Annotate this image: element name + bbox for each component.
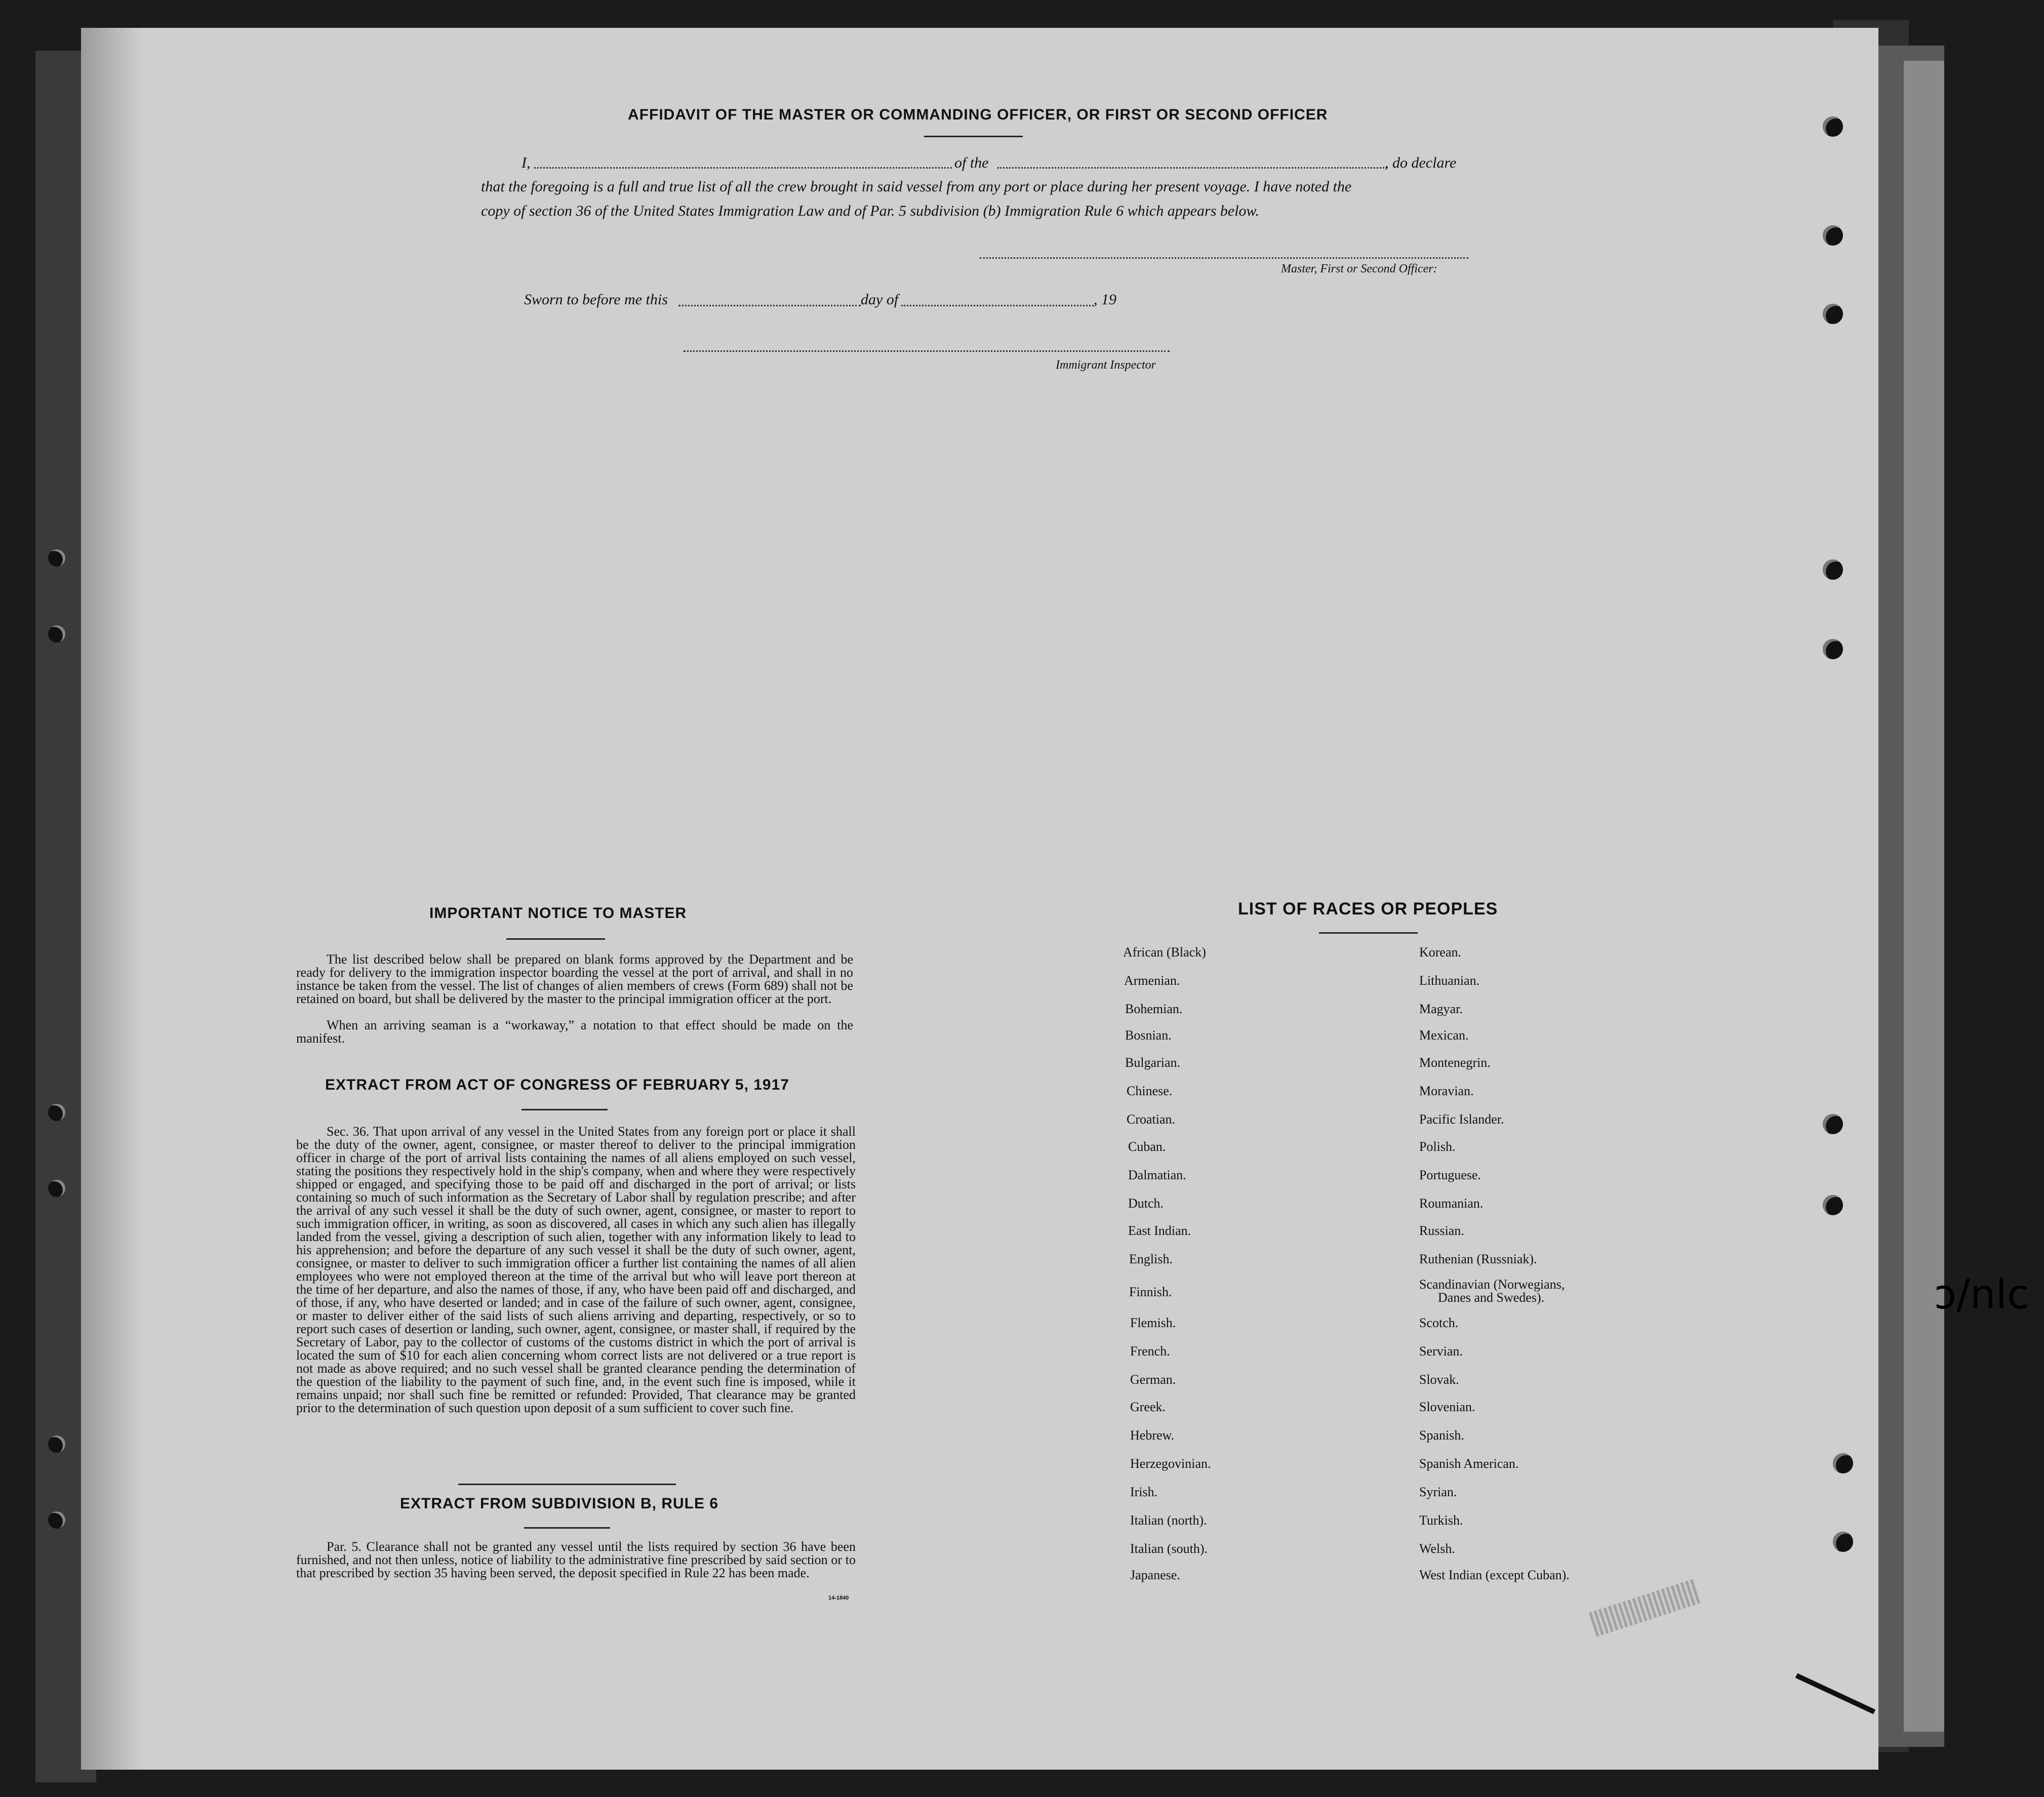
sworn-day-field[interactable] [678, 305, 861, 306]
race-item: East Indian. [1128, 1223, 1191, 1238]
race-item: Hebrew. [1130, 1428, 1175, 1443]
affidavit-i-label: I, [522, 154, 531, 171]
punch-hole-icon [48, 625, 65, 643]
race-item: Cuban. [1128, 1139, 1166, 1154]
race-item: Dutch. [1128, 1196, 1164, 1211]
race-item: Turkish. [1419, 1513, 1463, 1528]
race-item: Russian. [1419, 1223, 1464, 1238]
affidavit-declare-label: , do declare [1385, 154, 1457, 171]
punch-hole-icon [1833, 1532, 1853, 1552]
race-item: Armenian. [1124, 973, 1180, 988]
race-item: Magyar. [1419, 1002, 1463, 1016]
back-sheet [1904, 61, 1944, 1732]
race-item: Syrian. [1419, 1485, 1457, 1499]
master-signature-caption: Master, First or Second Officer: [1281, 262, 1437, 275]
punch-hole-icon [48, 1180, 65, 1197]
handwritten-margin-note: ɔ/nlc [1934, 1271, 2029, 1318]
race-item: Croatian. [1127, 1112, 1176, 1127]
manifest-page [81, 28, 1878, 1770]
race-item: Herzegovinian. [1130, 1456, 1211, 1471]
race-item: Bohemian. [1125, 1002, 1183, 1016]
race-item: Spanish American. [1419, 1456, 1519, 1471]
race-item: Scandinavian (Norwegians, [1419, 1277, 1565, 1292]
punch-hole-icon [48, 549, 65, 567]
race-item: Bulgarian. [1125, 1055, 1181, 1070]
inspector-caption: Immigrant Inspector [1056, 358, 1156, 372]
race-item: Montenegrin. [1419, 1055, 1491, 1070]
master-name-field[interactable] [534, 167, 952, 169]
race-item: Ruthenian (Russniak). [1419, 1252, 1537, 1266]
year-label: , 19 [1094, 291, 1116, 308]
punch-hole-icon [48, 1511, 65, 1529]
rule-extract-text: Par. 5. Clearance shall not be granted any vessel until the lists required by section 36 have been furnished, and not then unless, notice of liability to the administrative fine prescribed by said section or to that prescribed by section 35 having been served, the deposit specified in Rule 22 has been made. [296, 1539, 856, 1580]
punch-hole-icon [48, 1435, 65, 1453]
rule-extract-title: EXTRACT FROM SUBDIVISION B, RULE 6 [400, 1495, 719, 1512]
race-item: Spanish. [1419, 1428, 1464, 1443]
race-item: Flemish. [1130, 1315, 1176, 1330]
race-item: Scotch. [1419, 1315, 1459, 1330]
affidavit-line-3: copy of section 36 of the United States Immigration Law and of Par. 5 subdivision (b) Immigration Rule 6 which appears below. [481, 203, 1259, 219]
affidavit-line-2: that the foregoing is a full and true list of all the crew brought in said vessel from any port or place during her present voyage. I have noted the [481, 178, 1352, 195]
day-of-label: day of [861, 291, 899, 308]
notice-paragraph-1: The list described below shall be prepared on blank forms approved by the Department and be ready for delivery to the immigration inspector boarding the vessel at the port of arrival, and shall in no instance be taken from the vessel. The list of changes of alien members of crews (Form 689) shall not be retained on board, but shall be delivered by the master to the principal immigration officer at the port. [296, 952, 853, 1006]
vessel-name-field[interactable] [997, 167, 1387, 169]
race-item: Welsh. [1419, 1541, 1455, 1556]
punch-hole-icon [1823, 225, 1843, 246]
punch-hole-icon [1823, 304, 1843, 324]
punch-hole-icon [1833, 1453, 1853, 1473]
race-item: Slovenian. [1419, 1400, 1475, 1414]
race-item: Lithuanian. [1419, 973, 1480, 988]
affidavit-of-the-label: of the [954, 154, 989, 171]
race-item: Dalmatian. [1128, 1168, 1186, 1182]
master-signature-field[interactable] [980, 257, 1468, 259]
form-number: 14-1840 [828, 1595, 849, 1601]
races-title: LIST OF RACES OR PEOPLES [1238, 899, 1498, 919]
punch-hole-icon [1823, 639, 1843, 659]
sworn-month-field[interactable] [901, 305, 1094, 306]
race-item: Polish. [1419, 1139, 1456, 1154]
notice-paragraph-2: When an arriving seaman is a “workaway,” a notation to that effect should be made on the manifest. [296, 1018, 853, 1046]
race-item: Moravian. [1419, 1084, 1474, 1098]
race-item: West Indian (except Cuban). [1419, 1568, 1570, 1582]
sworn-label: Sworn to before me this [524, 291, 668, 308]
race-item: Korean. [1419, 945, 1462, 960]
race-item: Roumanian. [1419, 1196, 1484, 1211]
punch-hole-icon [1823, 116, 1843, 137]
race-item: Italian (south). [1130, 1541, 1208, 1556]
race-item: Italian (north). [1130, 1513, 1207, 1528]
race-item: African (Black) [1123, 945, 1206, 960]
affidavit-title: AFFIDAVIT OF THE MASTER OR COMMANDING OFFICER, OR FIRST OR SECOND OFFICER [628, 106, 1328, 123]
race-item: Irish. [1130, 1485, 1158, 1499]
act-extract-text: Sec. 36. That upon arrival of any vessel in the United States from any foreign port or place it shall be the duty of the owner, agent, consignee, or master thereof to deliver to the principal immigration officer in charge of the port of arrival lists containing the names of all aliens employed on such vessel, stating the positions they respectively hold in the ship's company, when and where they were respectively shipped or engaged, and specifying those to be paid off and discharged in the port of arrival; or lists containing so much of such information as the Secretary of Labor shall by regulation prescribe; and after the arrival of any such vessel it shall be the duty of such owner, agent, consignee, or master to report to such immigration officer, in writing, as soon as discovered, all cases in which any such alien has illegally landed from the vessel, giving a description of such alien, together with any information likely to lead to his apprehension; and before the departure of any such vessel it shall be the duty of such owner, agent, consignee, or master to deliver to such immigration officer a further list containing the names of all alien employees who were not employed thereon at the time of the arrival but who will leave port thereon at the time of her departure, and also the names of those, if any, who have been paid off and discharged, and of those, if any, who have deserted or landed; and in case of the failure of such owner, agent, consignee, or master to deliver either of the said lists of such aliens arriving and departing, respectively, or so to report such cases of desertion or landing, such owner, agent, consignee, or master shall, if required by the Secretary of Labor, pay to the collector of customs of the customs district in which the port of arrival is located the sum of $10 for each alien concerning whom correct lists are not delivered or a true report is not made as above required; and no such vessel shall be granted clearance pending the determination of the question of the liability to the payment of such fine, and, in the event such fine is imposed, while it remains unpaid; nor shall such fine be remitted or refunded: Provided, That clearance may be granted prior to the determination of such question upon deposit of a sum sufficient to cover such fine. [296, 1124, 856, 1415]
race-item: Pacific Islander. [1419, 1112, 1504, 1127]
race-item: Slovak. [1419, 1372, 1459, 1387]
race-item-continued: Danes and Swedes). [1438, 1290, 1545, 1305]
punch-hole-icon [1823, 1114, 1843, 1134]
race-item: Servian. [1419, 1344, 1463, 1359]
inspector-signature-field[interactable] [684, 350, 1170, 352]
punch-hole-icon [1823, 560, 1843, 580]
race-item: Chinese. [1127, 1084, 1173, 1098]
punch-hole-icon [1823, 1195, 1843, 1215]
race-item: Greek. [1130, 1400, 1166, 1414]
race-item: Portuguese. [1419, 1168, 1481, 1182]
race-item: French. [1130, 1344, 1170, 1359]
race-item: English. [1129, 1252, 1173, 1266]
race-item: German. [1130, 1372, 1176, 1387]
race-item: Bosnian. [1125, 1028, 1172, 1043]
notice-title: IMPORTANT NOTICE TO MASTER [429, 905, 687, 922]
punch-hole-icon [48, 1104, 65, 1121]
race-item: Mexican. [1419, 1028, 1469, 1043]
race-item: Finnish. [1129, 1285, 1172, 1299]
race-item: Japanese. [1130, 1568, 1180, 1582]
act-extract-title: EXTRACT FROM ACT OF CONGRESS OF FEBRUARY 5, 1917 [325, 1076, 789, 1093]
